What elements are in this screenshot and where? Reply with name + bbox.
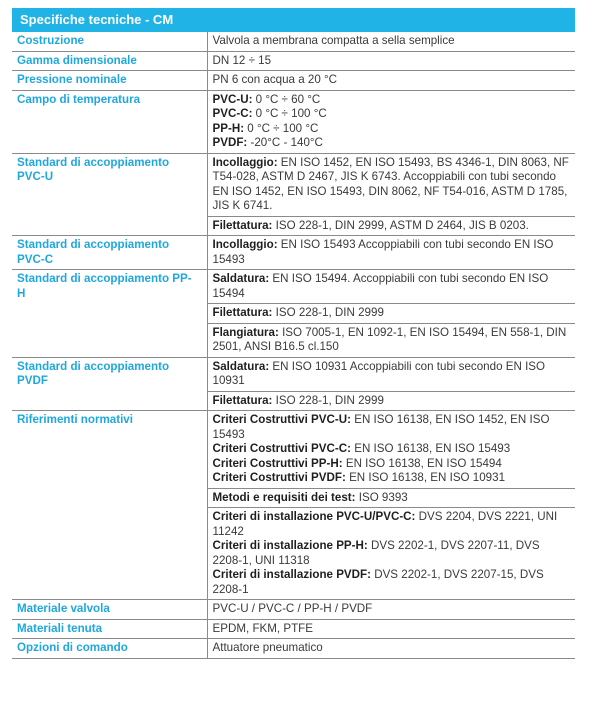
spec-row <box>12 71 575 91</box>
spec-value-key: Incollaggio: <box>212 238 278 251</box>
spec-value-key: Criteri Costruttivi PP-H: <box>212 456 343 470</box>
spec-table-body <box>12 32 575 658</box>
spec-value-text: EN ISO 16138, EN ISO 10931 <box>345 471 506 484</box>
spec-value <box>207 488 575 508</box>
spec-value <box>207 90 575 153</box>
spec-value-line <box>213 93 572 108</box>
spec-value-text: EN ISO 16138, EN ISO 15494 <box>342 456 502 470</box>
spec-value-key: Saldatura: <box>212 359 270 373</box>
spec-value-line <box>213 471 572 486</box>
spec-value-key: Saldatura: <box>212 272 270 285</box>
spec-row <box>12 270 575 304</box>
spec-value-line <box>213 539 572 568</box>
spec-value-line <box>213 136 572 151</box>
spec-value-text: DVS 2202-1, DVS 2207-11, DVS 2208-1, UNI 11318 <box>212 539 540 567</box>
spec-row <box>12 411 575 489</box>
spec-value-text: EN ISO 10931 Accoppiabili con tubi secondo EN ISO 10931 <box>212 359 546 387</box>
spec-value-text: EN ISO 16138, EN ISO 15493 <box>351 442 511 455</box>
table-title: Specifiche tecniche - CM <box>12 8 575 32</box>
spec-value-text: ISO 228-1, DIN 2999 <box>272 306 384 319</box>
spec-value-text: -20°C - 140°C <box>247 136 323 149</box>
spec-value-key: Criteri Costruttivi PVDF: <box>212 471 346 484</box>
spec-row <box>12 236 575 270</box>
spec-value-key: PVDF: <box>212 136 248 149</box>
spec-label: Campo di temperatura <box>12 90 207 153</box>
spec-value-key: Filettatura: <box>212 218 273 232</box>
spec-value-line <box>213 306 572 321</box>
spec-value-line <box>213 641 572 656</box>
spec-value-text: EN ISO 15494. Accoppiabili con tubi secondo EN ISO 15494 <box>212 272 549 300</box>
spec-value-line <box>213 360 572 389</box>
spec-label: Gamma dimensionale <box>12 51 207 71</box>
spec-value-line <box>213 272 572 301</box>
spec-value-line <box>213 122 572 137</box>
spec-value-text: DVS 2202-1, DVS 2207-15, DVS 2208-1 <box>212 568 544 596</box>
spec-label: Standard di accoppiamento PVDF <box>12 357 207 411</box>
spec-value-line <box>213 156 572 214</box>
spec-value <box>207 51 575 71</box>
spec-value-key: Filettatura: <box>212 306 273 319</box>
spec-value <box>207 71 575 91</box>
spec-row <box>12 600 575 620</box>
spec-value-text: PN 6 con acqua a 20 °C <box>212 73 338 86</box>
spec-label: Opzioni di comando <box>12 639 207 659</box>
spec-value-key: Filettatura: <box>212 393 273 407</box>
spec-value-text: ISO 228-1, DIN 2999, ASTM D 2464, JIS B 0203. <box>272 218 529 232</box>
spec-value-line <box>213 326 572 355</box>
spec-value-key: PVC-U: <box>212 92 253 106</box>
spec-row <box>12 357 575 391</box>
spec-value <box>207 32 575 51</box>
spec-value-key: Flangiatura: <box>212 325 279 339</box>
spec-value-line <box>213 219 572 234</box>
spec-value-text: ISO 7005-1, EN 1092-1, EN ISO 15494, EN 558-1, DIN 2501, ANSI B16.5 cl.150 <box>212 325 567 353</box>
spec-value-line <box>213 394 572 409</box>
spec-label: Materiali tenuta <box>12 619 207 639</box>
spec-value <box>207 153 575 216</box>
spec-value <box>207 619 575 639</box>
spec-value <box>207 639 575 659</box>
spec-value-text: ISO 9393 <box>355 490 408 504</box>
spec-row <box>12 153 575 216</box>
spec-label: Costruzione <box>12 32 207 51</box>
spec-value-key: Criteri di installazione PVC-U/PVC-C: <box>212 510 416 523</box>
spec-value <box>207 411 575 489</box>
spec-value-key: Criteri Costruttivi PVC-C: <box>212 442 351 455</box>
spec-value-line <box>213 510 572 539</box>
spec-value-key: Criteri di installazione PVDF: <box>212 568 371 581</box>
spec-value-text: 0 °C ÷ 100 °C <box>244 121 319 135</box>
spec-value <box>207 600 575 620</box>
spec-value <box>207 304 575 324</box>
spec-label: Standard di accoppiamento PVC-U <box>12 153 207 236</box>
spec-value-line <box>213 568 572 597</box>
spec-value-line <box>213 602 572 617</box>
spec-value-line <box>213 34 572 49</box>
spec-value-text: EN ISO 16138, EN ISO 1452, EN ISO 15493 <box>212 413 550 441</box>
spec-value-line <box>213 413 572 442</box>
spec-value-key: PP-H: <box>212 121 245 135</box>
spec-row <box>12 619 575 639</box>
spec-sheet <box>12 8 575 659</box>
spec-value <box>207 323 575 357</box>
spec-value <box>207 216 575 236</box>
spec-label: Riferimenti normativi <box>12 411 207 600</box>
spec-value-text: 0 °C ÷ 100 °C <box>252 107 327 120</box>
spec-value-text: 0 °C ÷ 60 °C <box>252 92 321 106</box>
spec-row <box>12 639 575 659</box>
spec-value-text: ISO 228-1, DIN 2999 <box>272 393 384 407</box>
spec-value <box>207 236 575 270</box>
spec-value-key: Metodi e requisiti dei test: <box>212 490 356 504</box>
spec-value-key: Incollaggio: <box>212 155 278 169</box>
spec-value-text: Attuatore pneumatico <box>212 641 323 654</box>
spec-row <box>12 32 575 51</box>
spec-value-line <box>213 442 572 457</box>
spec-value <box>207 357 575 391</box>
spec-value-line <box>213 491 572 506</box>
spec-label: Standard di accoppiamento PP-H <box>12 270 207 358</box>
spec-value-text: DVS 2204, DVS 2221, UNI 11242 <box>212 510 558 538</box>
spec-value-line <box>213 238 572 267</box>
spec-label: Pressione nominale <box>12 71 207 91</box>
spec-value <box>207 270 575 304</box>
spec-value-text: EN ISO 15493 Accoppiabili con tubi secondo EN ISO 15493 <box>212 238 554 266</box>
spec-value-text: PVC-U / PVC-C / PP-H / PVDF <box>212 602 373 615</box>
spec-value-text: DN 12 ÷ 15 <box>212 53 272 67</box>
spec-row <box>12 51 575 71</box>
spec-row <box>12 90 575 153</box>
spec-value-key: PVC-C: <box>212 107 253 120</box>
spec-value-text: EN ISO 1452, EN ISO 15493, BS 4346-1, DIN 8063, NF T54-028, ASTM D 2467, JIS K 6743. Accoppiabili con tubi secondo EN ISO 1452, EN ISO 15493, DIN 8062, NF T54-016, ASTM D 1785, JIS K 6741. <box>212 155 569 212</box>
spec-value-key: Criteri di installazione PP-H: <box>212 539 368 552</box>
spec-value-line <box>213 107 572 122</box>
spec-value-key: Criteri Costruttivi PVC-U: <box>212 413 351 426</box>
spec-value <box>207 508 575 600</box>
spec-value-text: Valvola a membrana compatta a sella semplice <box>212 34 455 47</box>
spec-label: Standard di accoppiamento PVC-C <box>12 236 207 270</box>
spec-value-line <box>213 457 572 472</box>
spec-value-line <box>213 73 572 88</box>
spec-label: Materiale valvola <box>12 600 207 620</box>
spec-value <box>207 391 575 411</box>
spec-table <box>12 32 575 659</box>
spec-value-line <box>213 622 572 637</box>
spec-value-text: EPDM, FKM, PTFE <box>212 621 313 635</box>
spec-value-line <box>213 54 572 69</box>
